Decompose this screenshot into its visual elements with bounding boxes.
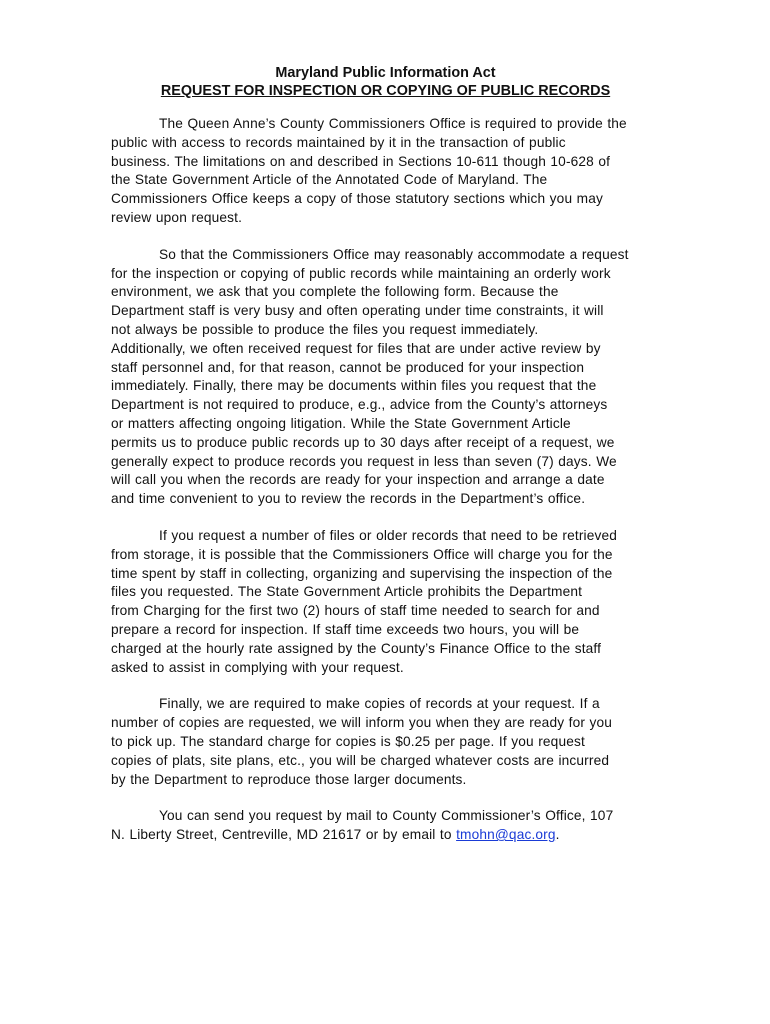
text-line: You can send you request by mail to County Commissioner’s Office, 107 — [159, 808, 614, 824]
text-line: charged at the hourly rate assigned by the County’s Finance Office to the staff — [111, 640, 602, 656]
document-title: Maryland Public Information Act — [275, 65, 496, 81]
text-line: not always be possible to produce the files you request immediately. — [111, 321, 539, 337]
text-line: time spent by staff in collecting, organizing and supervising the inspection of the — [111, 565, 613, 581]
paragraph-charges — [111, 527, 660, 677]
text-line: review upon request. — [111, 209, 243, 225]
text-line: environment, we ask that you complete the following form. Because the — [111, 284, 559, 300]
text-line: number of copies are requested, we will inform you when they are ready for you — [111, 715, 613, 731]
period-text: . — [555, 827, 560, 843]
text-line: files you requested. The State Government Article prohibits the Department — [111, 584, 583, 600]
text-line: copies of plats, site plans, etc., you will be charged whatever costs are incurred — [111, 752, 610, 768]
document-subtitle: REQUEST FOR INSPECTION OR COPYING OF PUBLIC RECORDS — [160, 83, 611, 99]
paragraph-contact — [111, 807, 660, 845]
text-line: public with access to records maintained by it in the transaction of public — [111, 134, 566, 150]
text-line: staff personnel and, for that reason, cannot be produced for your inspection — [111, 359, 585, 375]
text-line: asked to assist in complying with your request. — [111, 659, 404, 675]
text-line: immediately. Finally, there may be documents within files you request that the — [111, 378, 597, 394]
text-line: from Charging for the first two (2) hours of staff time needed to search for and — [111, 603, 600, 619]
text-line: or matters affecting ongoing litigation. While the State Government Article — [111, 415, 571, 431]
paragraph-copies — [111, 695, 660, 789]
text-line: generally expect to produce records you request in less than seven (7) days. We — [111, 453, 617, 469]
text-line: Finally, we are required to make copies of records at your request. If a — [159, 696, 600, 712]
address-text: N. Liberty Street, Centreville, MD 21617 or by email to — [111, 827, 457, 843]
text-line: Department staff is very busy and often operating under time constraints, it will — [111, 303, 604, 319]
contact-line — [111, 826, 660, 845]
text-line: by the Department to reproduce those larger documents. — [111, 771, 467, 787]
paragraph-accommodation — [111, 246, 660, 509]
text-line: will call you when the records are ready for your inspection and arrange a date — [111, 472, 605, 488]
text-line: If you request a number of files or older records that need to be retrieved — [159, 527, 618, 543]
text-line: prepare a record for inspection. If staff time exceeds two hours, you will be — [111, 621, 580, 637]
text-line: to pick up. The standard charge for copies is $0.25 per page. If you request — [111, 733, 585, 749]
text-line: So that the Commissioners Office may reasonably accommodate a request — [159, 246, 629, 262]
paragraph-access — [111, 115, 660, 228]
text-line: The Queen Anne’s County Commissioners Office is required to provide the — [159, 116, 627, 131]
text-line: Commissioners Office keeps a copy of those statutory sections which you may — [111, 191, 603, 207]
text-line: for the inspection or copying of public records while maintaining an orderly work — [111, 265, 611, 281]
text-line: the State Government Article of the Annotated Code of Maryland. The — [111, 172, 548, 188]
text-line: Department is not required to produce, e.g., advice from the County’s attorneys — [111, 397, 608, 413]
text-line: Additionally, we often received request for files that are under active review by — [111, 340, 601, 356]
email-link[interactable]: tmohn@qac.org — [456, 827, 556, 843]
text-line: from storage, it is possible that the Commissioners Office will charge you for the — [111, 546, 613, 562]
text-line: business. The limitations on and described in Sections 10-611 though 10-628 of — [111, 153, 611, 169]
text-line: and time convenient to you to review the records in the Department’s office. — [111, 491, 586, 507]
text-line: permits us to produce public records up to 30 days after receipt of a request, we — [111, 434, 615, 450]
